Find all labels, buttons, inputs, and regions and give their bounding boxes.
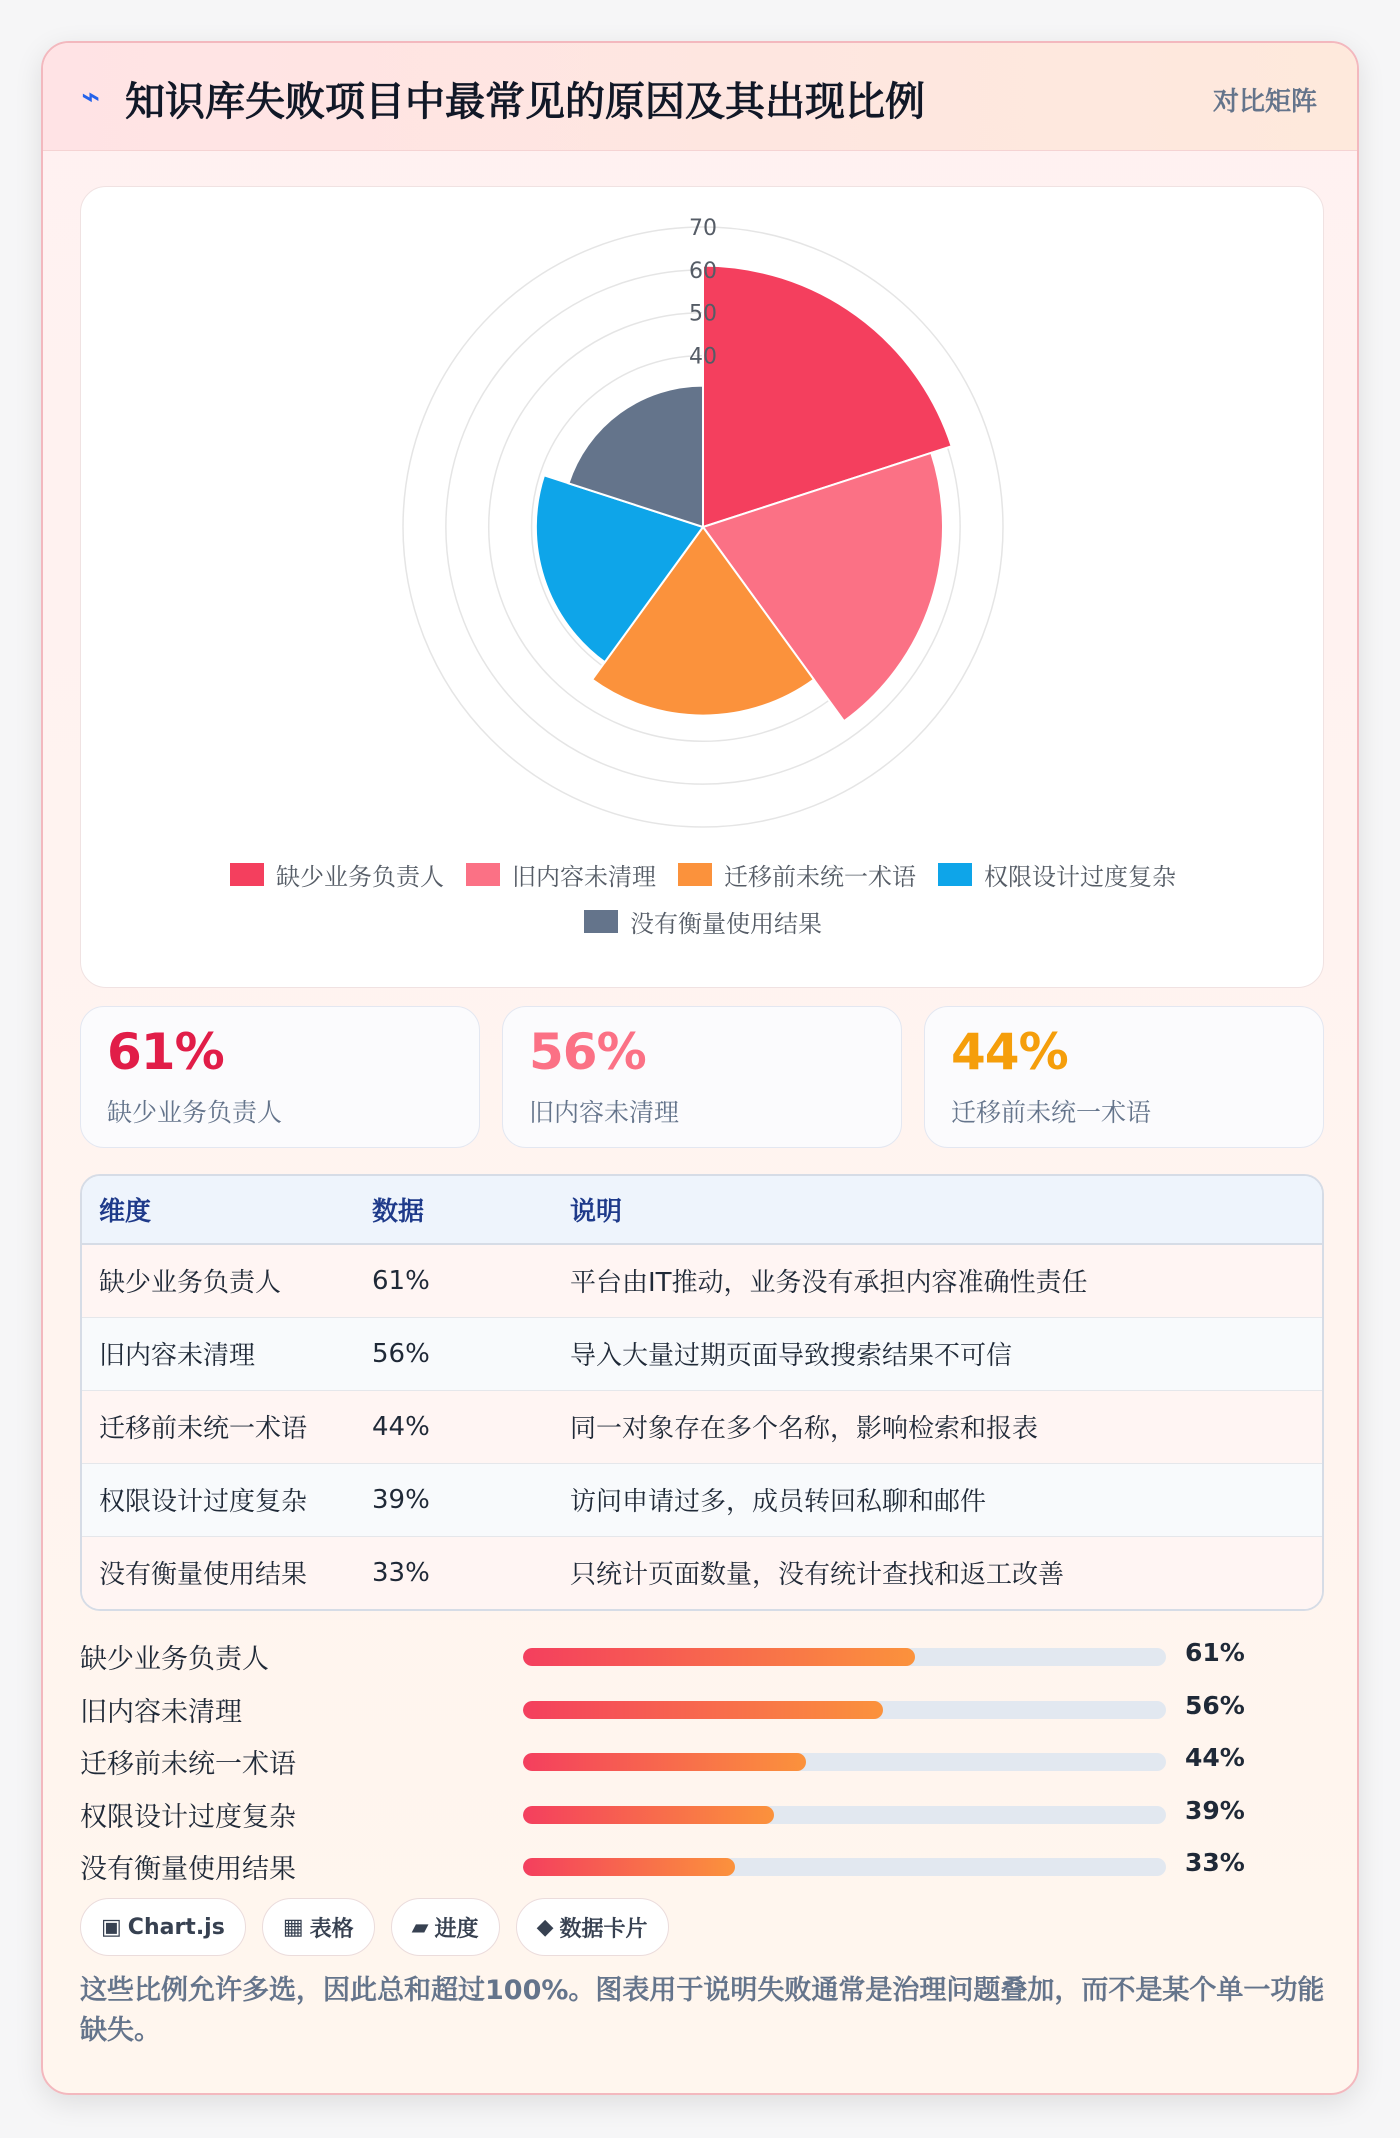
progress-label: 缺少业务负责人 xyxy=(80,1644,269,1675)
cell-value: 56% xyxy=(355,1317,553,1390)
tag-table[interactable] xyxy=(262,1898,375,1956)
table-icon: ▦ xyxy=(282,1914,304,1940)
main-card xyxy=(41,41,1359,2095)
footnote: 这些比例允许多选，因此总和超过100%。图表用于说明失败通常是治理问题叠加，而不是某个单一功能缺失。 xyxy=(80,1975,1325,2046)
legend-swatch xyxy=(466,863,500,886)
radial-tick-label: 60 xyxy=(689,258,717,284)
radial-tick-label: 40 xyxy=(689,344,717,370)
progress-fill xyxy=(523,1806,774,1824)
legend-swatch xyxy=(678,863,712,886)
cell-note: 访问申请过多，成员转回私聊和邮件 xyxy=(553,1463,1322,1536)
stat-card xyxy=(80,1006,480,1148)
progress-label: 迁移前未统一术语 xyxy=(80,1749,296,1780)
legend-item[interactable] xyxy=(466,857,656,892)
legend-swatch xyxy=(584,910,618,933)
card-header xyxy=(43,43,1357,151)
polar-area-chart xyxy=(81,187,1325,847)
chart-panel xyxy=(80,186,1324,988)
column-header-value: 数据 xyxy=(355,1176,553,1244)
legend-swatch xyxy=(230,863,264,886)
stat-value: 61% xyxy=(107,1023,224,1081)
bolt-icon: ⌁ xyxy=(81,77,101,115)
progress-fill xyxy=(523,1753,806,1771)
page-title: 知识库失败项目中最常见的原因及其出现比例 xyxy=(125,79,925,125)
table-row xyxy=(82,1536,1322,1609)
progress-icon: ▰ xyxy=(411,1914,429,1940)
chart-icon: ▣ xyxy=(101,1914,122,1940)
legend-item[interactable] xyxy=(230,857,444,892)
progress-row xyxy=(80,1841,1324,1894)
tag-progress[interactable] xyxy=(391,1898,500,1956)
cell-dimension: 迁移前未统一术语 xyxy=(82,1390,355,1463)
legend-label: 旧内容未清理 xyxy=(512,863,656,891)
progress-label: 旧内容未清理 xyxy=(80,1696,242,1728)
cell-dimension: 权限设计过度复杂 xyxy=(82,1463,355,1536)
legend-label: 迁移前未统一术语 xyxy=(724,863,916,891)
cell-dimension: 旧内容未清理 xyxy=(82,1317,355,1390)
cell-value: 44% xyxy=(355,1390,553,1463)
tag-data-card[interactable] xyxy=(516,1898,669,1956)
progress-track xyxy=(523,1648,1166,1666)
tag-label: 数据卡片 xyxy=(559,1916,648,1942)
progress-value: 44% xyxy=(1185,1743,1245,1772)
legend-item[interactable] xyxy=(584,904,822,939)
cell-value: 39% xyxy=(355,1463,553,1536)
column-header-note: 说明 xyxy=(553,1176,1322,1244)
progress-value: 61% xyxy=(1185,1638,1245,1667)
table-row xyxy=(82,1317,1322,1390)
legend-label: 缺少业务负责人 xyxy=(276,863,444,891)
cell-note: 导入大量过期页面导致搜索结果不可信 xyxy=(553,1317,1322,1390)
cell-value: 61% xyxy=(355,1244,553,1317)
stat-card xyxy=(924,1006,1324,1148)
stat-label: 迁移前未统一术语 xyxy=(951,1098,1152,1127)
tag-label: 进度 xyxy=(434,1916,479,1942)
tag-label: Chart.js xyxy=(127,1914,225,1940)
data-table xyxy=(80,1174,1324,1611)
progress-value: 56% xyxy=(1185,1690,1245,1720)
table-row xyxy=(82,1463,1322,1536)
header-badge: 对比矩阵 xyxy=(1212,87,1317,117)
progress-value: 33% xyxy=(1185,1848,1245,1877)
progress-row xyxy=(80,1789,1324,1842)
cell-value: 33% xyxy=(355,1536,553,1609)
legend-label: 权限设计过度复杂 xyxy=(984,863,1176,891)
progress-track xyxy=(523,1858,1166,1876)
radial-tick-label: 50 xyxy=(689,301,717,327)
progress-value: 39% xyxy=(1185,1795,1245,1825)
progress-row xyxy=(80,1684,1324,1737)
table-row xyxy=(82,1390,1322,1463)
cell-dimension: 没有衡量使用结果 xyxy=(82,1536,355,1609)
cell-note: 同一对象存在多个名称，影响检索和报表 xyxy=(553,1390,1322,1463)
progress-track xyxy=(523,1753,1166,1771)
progress-track xyxy=(523,1701,1166,1719)
stat-value: 56% xyxy=(529,1023,646,1081)
chart-legend xyxy=(81,857,1325,951)
stat-label: 旧内容未清理 xyxy=(529,1098,680,1127)
cell-dimension: 缺少业务负责人 xyxy=(82,1244,355,1317)
table-row xyxy=(82,1244,1322,1317)
stat-value: 44% xyxy=(951,1023,1068,1081)
column-header-dimension: 维度 xyxy=(82,1176,355,1244)
stat-label: 缺少业务负责人 xyxy=(107,1098,283,1127)
cell-note: 平台由IT推动，业务没有承担内容准确性责任 xyxy=(553,1244,1322,1317)
legend-label: 没有衡量使用结果 xyxy=(630,910,822,938)
progress-fill xyxy=(523,1701,883,1719)
progress-row xyxy=(80,1736,1324,1789)
tag-chartjs[interactable] xyxy=(80,1898,246,1956)
cell-note: 只统计页面数量，没有统计查找和返工改善 xyxy=(553,1536,1322,1609)
progress-fill xyxy=(523,1858,735,1876)
legend-item[interactable] xyxy=(678,857,916,892)
progress-track xyxy=(523,1806,1166,1824)
radial-tick-label: 70 xyxy=(689,216,717,241)
diamond-icon: ◆ xyxy=(536,1914,554,1940)
progress-bars xyxy=(80,1631,1324,1894)
legend-item[interactable] xyxy=(938,857,1176,892)
progress-fill xyxy=(523,1648,915,1666)
progress-row xyxy=(80,1631,1324,1684)
stat-card xyxy=(502,1006,902,1148)
progress-label: 没有衡量使用结果 xyxy=(80,1854,296,1885)
legend-swatch xyxy=(938,863,972,886)
tag-label: 表格 xyxy=(309,1916,354,1942)
feature-tags xyxy=(80,1898,669,1956)
progress-label: 权限设计过度复杂 xyxy=(80,1801,296,1833)
